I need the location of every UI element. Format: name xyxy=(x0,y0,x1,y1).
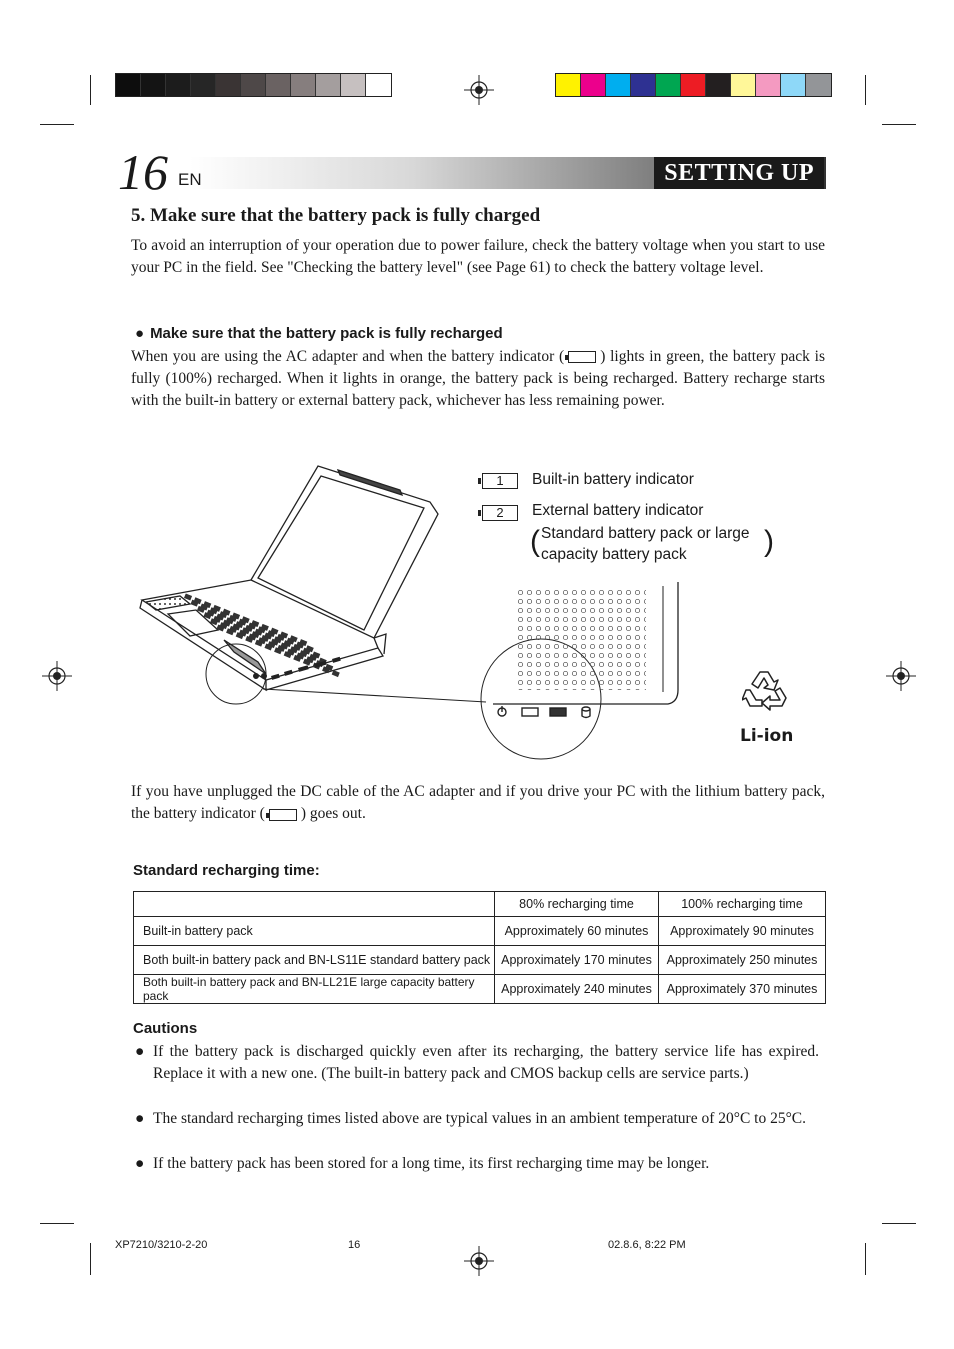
intro-paragraph: To avoid an interruption of your operation due to power failure, check the battery voltage when you start to use your PC in the field. See "Checking the battery level" (see Page 61) to check the battery voltage level. xyxy=(131,237,825,277)
page-language: EN xyxy=(178,170,202,189)
caution-item xyxy=(135,1108,819,1130)
table-cell: Approximately 370 minutes xyxy=(659,975,826,1004)
gray-swatch xyxy=(241,74,266,96)
table-cell: Approximately 240 minutes xyxy=(495,975,659,1004)
color-swatch xyxy=(581,74,606,96)
gray-swatch xyxy=(116,74,141,96)
bullet-icon: ● xyxy=(135,1043,145,1060)
crop-mark xyxy=(882,1223,916,1224)
recharge-paragraph xyxy=(131,346,825,413)
footer-timestamp: 02.8.6, 8:22 PM xyxy=(608,1239,686,1251)
indicator-1-badge: 1 xyxy=(482,473,518,489)
grayscale-calibration-bar xyxy=(115,73,392,97)
caution-item xyxy=(135,1153,819,1175)
gray-swatch xyxy=(191,74,216,96)
indicator-2-note-line-1: Standard battery pack or large xyxy=(541,525,750,542)
cautions-title: Cautions xyxy=(133,1020,198,1037)
table-row xyxy=(134,917,826,946)
table-cell: Approximately 250 minutes xyxy=(659,946,826,975)
crop-mark xyxy=(90,75,91,105)
table-header-cell xyxy=(134,892,495,917)
color-swatch xyxy=(756,74,781,96)
bullet-icon: ● xyxy=(135,1110,145,1127)
page-number: 16 xyxy=(118,144,168,200)
bullet-icon: ● xyxy=(135,325,145,342)
color-swatch xyxy=(606,74,631,96)
color-swatch xyxy=(556,74,581,96)
color-swatch xyxy=(806,74,831,96)
footer-page-number: 16 xyxy=(348,1239,361,1251)
indicator-1-label: Built-in battery indicator xyxy=(532,471,694,488)
color-swatch xyxy=(631,74,656,96)
keyboard-key xyxy=(332,671,339,677)
caution-text: The standard recharging times listed above are typical values in an ambient temperature of 20°C to 25°C. xyxy=(153,1110,807,1127)
registration-mark-icon xyxy=(42,661,72,691)
table-row xyxy=(134,946,826,975)
table-header-row xyxy=(134,892,826,917)
indicator-2-note-line-2: capacity battery pack xyxy=(541,546,687,563)
battery-icon xyxy=(269,809,297,821)
unplug-text-a: If you have unplugged the DC cable of the AC adapter and if you drive your PC with the lithium battery pack, the battery indicator ( xyxy=(131,783,825,823)
paren-open: ( xyxy=(530,525,540,558)
sub-heading xyxy=(135,325,503,342)
li-ion-label: Li-ion xyxy=(740,726,794,746)
table-header-cell: 100% recharging time xyxy=(659,892,826,917)
table-row xyxy=(134,975,826,1004)
caution-text: If the battery pack is discharged quickly even after its recharging, the battery service life has expired. Replace it with a new one. (The built-in battery pack and CMOS backup cells are service parts.) xyxy=(153,1043,819,1083)
color-swatch xyxy=(656,74,681,96)
bullet-icon: ● xyxy=(135,1155,145,1172)
crop-mark xyxy=(882,124,916,125)
gray-swatch xyxy=(291,74,316,96)
gray-swatch xyxy=(341,74,366,96)
registration-mark-icon xyxy=(886,661,916,691)
table-cell: Both built-in battery pack and BN-LL21E large capacity battery pack xyxy=(134,975,495,1004)
gray-swatch xyxy=(216,74,241,96)
gray-swatch xyxy=(266,74,291,96)
footer-file-id: XP7210/3210-2-20 xyxy=(115,1239,208,1251)
recharge-text-b: ) lights in green, the battery pack is fully (100%) recharged. When it lights in orange, the battery pack is being recharged. Battery recharge starts with the built-in battery or external battery pack, whichever has less remaining power. xyxy=(131,348,825,410)
gray-swatch xyxy=(366,74,391,96)
indicator-2-label: External battery indicator xyxy=(532,502,704,519)
color-swatch xyxy=(706,74,731,96)
caution-item xyxy=(135,1041,819,1085)
table-header-cell: 80% recharging time xyxy=(495,892,659,917)
color-swatch xyxy=(781,74,806,96)
unplug-text-b: ) goes out. xyxy=(300,805,366,823)
recharge-time-table xyxy=(133,891,826,1004)
color-calibration-bar xyxy=(555,73,832,97)
paren-close: ) xyxy=(764,525,774,558)
table-title: Standard recharging time: xyxy=(133,862,320,879)
crop-mark xyxy=(40,124,74,125)
indicator-2-badge: 2 xyxy=(482,505,518,521)
crop-mark xyxy=(90,1243,91,1275)
sub-heading-text: Make sure that the battery pack is fully recharged xyxy=(150,325,503,342)
table-cell: Both built-in battery pack and BN-LS11E standard battery pack xyxy=(134,946,495,975)
gray-swatch xyxy=(141,74,166,96)
crop-mark xyxy=(865,75,866,105)
crop-mark xyxy=(865,1243,866,1275)
gray-swatch xyxy=(316,74,341,96)
section-title: SETTING UP xyxy=(654,157,824,189)
unplug-paragraph xyxy=(131,781,825,825)
color-swatch xyxy=(731,74,756,96)
recharge-text-a: When you are using the AC adapter and when the battery indicator ( xyxy=(131,348,565,365)
registration-mark-icon xyxy=(464,1246,494,1276)
table-cell: Built-in battery pack xyxy=(134,917,495,946)
caution-text: If the battery pack has been stored for a long time, its first recharging time may be longer. xyxy=(153,1155,710,1172)
battery-icon xyxy=(568,351,596,363)
step-heading: 5. Make sure that the battery pack is fully charged xyxy=(131,205,541,226)
gray-swatch xyxy=(166,74,191,96)
recycle-icon xyxy=(742,668,794,718)
table-cell: Approximately 170 minutes xyxy=(495,946,659,975)
crop-mark xyxy=(40,1223,74,1224)
registration-mark-icon xyxy=(464,75,494,105)
table-cell: Approximately 90 minutes xyxy=(659,917,826,946)
color-swatch xyxy=(681,74,706,96)
table-cell: Approximately 60 minutes xyxy=(495,917,659,946)
